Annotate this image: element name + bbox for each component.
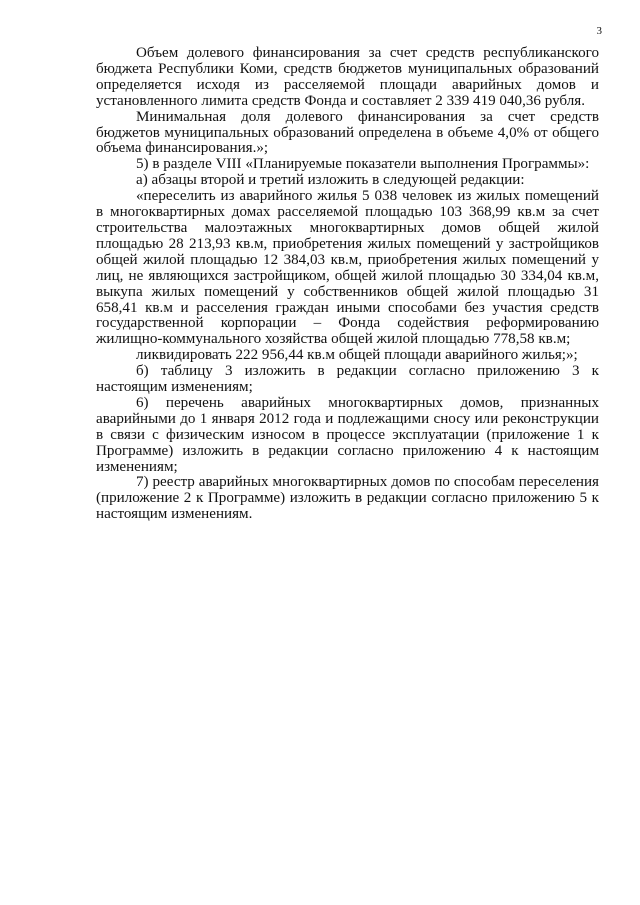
page-number: 3 bbox=[596, 25, 602, 37]
paragraph-item-6: 6) перечень аварийных многоквартирных домов, признанных аварийными до 1 января 2012 года и подлежащими сносу или реконструкции в связи с физическим износом в процессе эксплуатации (приложение 1 к Программе) изложить в редакции согласно приложению 4 к настоящим изменениям; bbox=[96, 394, 599, 475]
paragraph-liquidate: ликвидировать 222 956,44 кв.м общей площади аварийного жилья;»; bbox=[136, 347, 578, 364]
paragraph-item-5: 5) в разделе VIII «Планируемые показатели выполнения Программы»: bbox=[136, 156, 590, 173]
paragraph-resettlement-quote: «переселить из аварийного жилья 5 038 человек из жилых помещений в многоквартирных домах расселяемой площадью 103 368,99 кв.м за счет строительства малоэтажных многоквартирных домов общей жилой площадью 28 213,93 кв.м, приобретения жилых помещений у застройщиков общей жилой площадью 12 384,03 кв.м, приобретения жилых помещений у лиц, не являющихся застройщиком, общей жилой площадью 30 334,04 кв.м, выкупа жилых помещений у собственников общей жилой площадью 31 658,41 кв.м и расселения граждан иными способами без участия средств государственной корпорации – Фонда содействия реформированию жилищно-коммунального хозяйства общей жилой площадью 778,58 кв.м; bbox=[96, 188, 599, 348]
paragraph-item-7: 7) реестр аварийных многоквартирных домов по способам переселения (приложение 2 к Программе) изложить в редакции согласно приложению 5 к настоящим изменениям. bbox=[96, 474, 599, 523]
paragraph-financing-volume: Объем долевого финансирования за счет средств республиканского бюджета Республики Коми, средств бюджетов муниципальных образований определяется исходя из расселяемой площади аварийных домов и установленного лимита средств Фонда и составляет 2 339 419 040,36 рубля. bbox=[96, 45, 599, 109]
document-body bbox=[96, 46, 599, 523]
paragraph-item-5a: а) абзацы второй и третий изложить в следующей редакции: bbox=[136, 172, 525, 189]
paragraph-item-5b: б) таблицу 3 изложить в редакции согласно приложению 3 к настоящим изменениям; bbox=[96, 363, 599, 396]
paragraph-minimal-share: Минимальная доля долевого финансирования за счет средств бюджетов муниципальных образований определена в объеме 4,0% от общего объема финансирования.»; bbox=[96, 108, 599, 157]
